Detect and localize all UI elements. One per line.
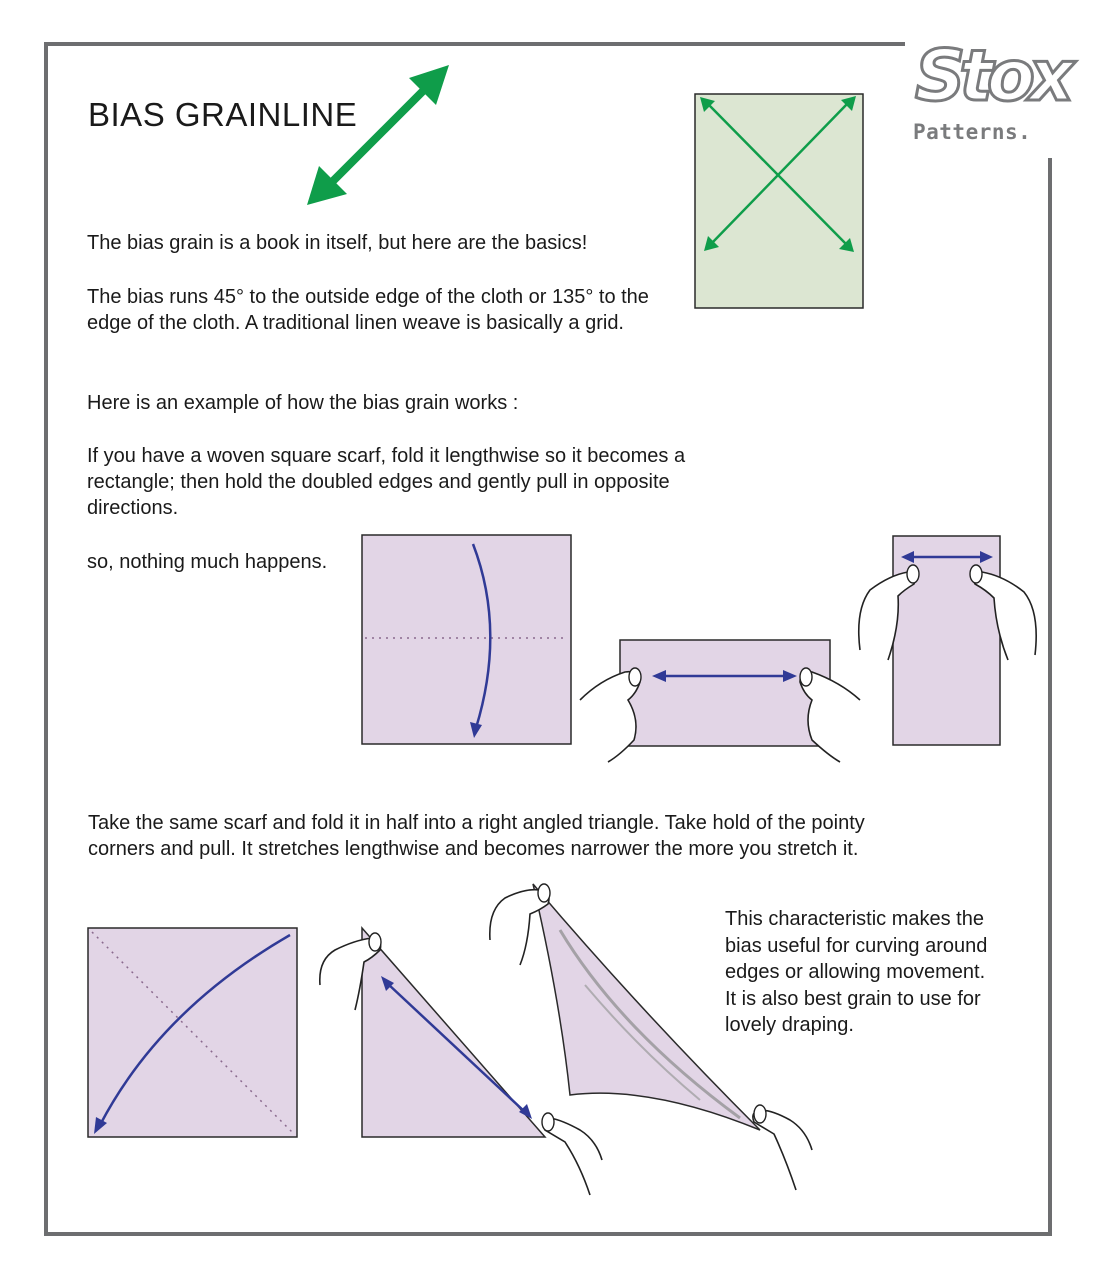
folded-rectangle-pull-diagram xyxy=(580,640,860,762)
bias-direction-arrow-icon xyxy=(307,65,449,205)
logo-tagline: Patterns. xyxy=(913,120,1032,144)
example-paragraph-line-1: If you have a woven square scarf, fold it lengthwise so it becomes a xyxy=(87,445,686,467)
example-paragraph-line-2: rectangle; then hold the doubled edges and gently pull in opposite xyxy=(87,471,670,493)
example-paragraph-line-3: directions. xyxy=(87,497,179,519)
example-result: so, nothing much happens. xyxy=(87,551,328,573)
side-note xyxy=(725,906,987,1039)
intro-paragraph-1: The bias grain is a book in itself, but here are the basics! xyxy=(87,232,588,254)
side-note-line-1: This characteristic makes the xyxy=(725,908,984,930)
woven-cloth-bias-diagram xyxy=(695,94,863,308)
intro-paragraph-2-line-1: The bias runs 45° to the outside edge of the cloth or 135° to the xyxy=(87,286,649,308)
logo-wordmark: Stox xyxy=(915,35,1069,117)
tall-rectangle-pull-diagram xyxy=(859,536,1036,745)
example-heading: Here is an example of how the bias grain works : xyxy=(87,392,519,414)
stox-logo-icon xyxy=(915,35,1076,117)
bias-paragraph-line-2: corners and pull. It stretches lengthwise and becomes narrower the more you stretch it. xyxy=(88,838,859,860)
square-scarf-bias-diagram xyxy=(88,928,297,1137)
side-note-line-4: It is also best grain to use for xyxy=(725,987,981,1010)
side-note-line-5: lovely draping. xyxy=(725,1014,854,1036)
page-title: BIAS GRAINLINE xyxy=(88,96,358,134)
side-note-line-2: bias useful for curving around xyxy=(725,934,988,957)
intro-paragraph-2-line-2: edge of the cloth. A traditional linen weave is basically a grid. xyxy=(87,312,624,334)
square-scarf-fold-diagram xyxy=(362,535,571,744)
bias-paragraph-line-1: Take the same scarf and fold it in half into a right angled triangle. Take hold of the pointy xyxy=(88,812,865,834)
side-note-line-3: edges or allowing movement. xyxy=(725,961,986,983)
